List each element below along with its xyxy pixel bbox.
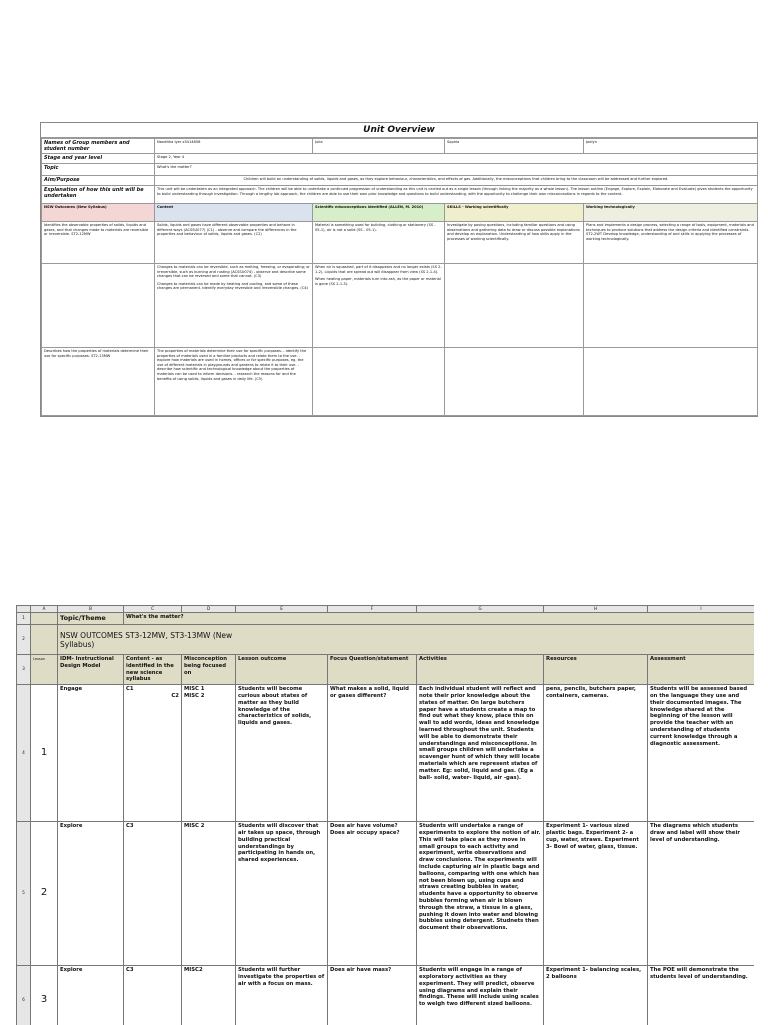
- skills-cell: [445, 348, 584, 416]
- content-cell[interactable]: C3: [124, 822, 182, 966]
- content-code: C1: [126, 686, 134, 693]
- content-header[interactable]: Content - as identified in the new science syllabus: [124, 655, 182, 685]
- assessment-cell[interactable]: The POE will demonstrate the students level of understanding.: [648, 966, 755, 1025]
- skills-cell: Investigate by posing questions, including familiar questions and using observations and gathering data to draw or discuss possible explanations and develop an explanation. Understanding of how skills apply in the processes of working scientifically.: [445, 222, 584, 264]
- misconception-cell: [313, 348, 445, 416]
- assessment-header[interactable]: Assessment: [648, 655, 755, 685]
- misconception-paragraph: When heating paper, materials turn into ash, as the paper or material is gone (SS 2-1-3).: [315, 277, 441, 286]
- explanation-value: This unit will be undertaken as an integrated approach. The children will be able to undertake a continued progression of understanding as this unit is carried out as a single lesson (through linking the majority as a whole lesson). The lesson outline (Engage, Explore, Explain, Elaborate and Evaluate) gives students the opportunity to build understanding through investigation. Through a lengthy lab approach, the children are able to use their own prior knowledge and questions to build understanding, with the opportunity to challenge their own misconceptions in regards to the content.: [155, 186, 758, 204]
- row-number[interactable]: 4: [17, 685, 31, 822]
- content-cell: The properties of materials determine their use for specific purposes. - identify the properties of materials used in a familiar products and relate them to the use. - explore how materials are used in homes, offices or for specific purposes, eg. the use of different materials in playgrounds and gardens to relate it to their use. - describe how scientific and technological knowledge about the properties of materials can be used to inform decisions. - research the reasons for and the benefits of using solids, liquids and gases in daily life. (C5): [155, 348, 313, 416]
- outcomes-cell[interactable]: NSW OUTCOMES ST3-12MW, ST3-13MW (New Syllabus): [58, 625, 755, 655]
- column-header[interactable]: B: [58, 606, 124, 613]
- resources-header[interactable]: Resources: [544, 655, 648, 685]
- resources-cell[interactable]: Experiment 1- balancing scales, 2 balloons: [544, 966, 648, 1025]
- resources-cell[interactable]: pens, pencils, butchers paper, containers, cameras.: [544, 685, 648, 822]
- row-number[interactable]: 1: [17, 613, 31, 625]
- content-cell: [155, 264, 313, 348]
- outcome-cell[interactable]: Students will become curious about states of matter as they build knowledge of the characteristics of solids, liquids and gases.: [236, 685, 328, 822]
- focus-header[interactable]: Focus Question/statement: [328, 655, 417, 685]
- row-number[interactable]: 2: [17, 625, 31, 655]
- explanation-label: Explanation of how this unit will be undertaken: [42, 186, 155, 204]
- outcome-cell: Identifies the observable properties of solids, liquids and gases, and that changes made to materials are reversible or irreversible. ST2-12MW: [42, 222, 155, 264]
- unit-overview-table: [41, 138, 758, 416]
- lesson-plan-sheet: [16, 605, 754, 1025]
- content-paragraph: Changes to materials can be reversible, such as melting, freezing, or evaporating; or irreversible, such as burning and rusting (ACSSU074) - observe and describe some changes that can be reversed and some that cannot. (C3): [157, 265, 310, 279]
- topic-value[interactable]: What's the matter?: [124, 613, 755, 625]
- header-skills: SKILLS - Working scientifically: [445, 204, 584, 222]
- member-name: Julia: [313, 139, 445, 154]
- member-name: Nanditha Iyer z3414856: [155, 139, 313, 154]
- topic-label[interactable]: Topic/Theme: [58, 613, 124, 625]
- lesson-number[interactable]: 1: [31, 685, 58, 822]
- misconception-header[interactable]: Misconception being focused on: [182, 655, 236, 685]
- outcome-cell[interactable]: Students will further investigate the properties of air with a focus on mass.: [236, 966, 328, 1025]
- column-header[interactable]: G: [417, 606, 544, 613]
- column-header[interactable]: F: [328, 606, 417, 613]
- content-paragraph: Changes to materials can be made by heating and cooling, and some of these changes are permanent. Identify everyday reversible and irreversible changes. (C4): [157, 281, 309, 291]
- stage-label: Stage and year level: [42, 154, 155, 164]
- misconception-cell: [313, 264, 445, 348]
- member-name: Sophia: [445, 139, 584, 154]
- outcome-cell: Describes how the properties of materials determine their use for specific purposes. ST2-13MW: [42, 348, 155, 416]
- model-cell[interactable]: Engage: [58, 685, 124, 822]
- model-cell[interactable]: Explore: [58, 822, 124, 966]
- assessment-cell[interactable]: Students will be assessed based on the language they use and their documented images. The knowledge shared at the beginning of the lesson will provide the teacher with an understanding of students current knowledge through a diagnostic assessment.: [648, 685, 755, 822]
- topic-label: Topic: [42, 164, 155, 176]
- skills-cell: [445, 264, 584, 348]
- activities-cell[interactable]: Students will engage in a range of exploratory activities as they experiment. They will predict, observe using diagrams and explain their findings. These will include using scales to weigh two different sized balloons.: [417, 966, 544, 1025]
- column-header[interactable]: E: [236, 606, 328, 613]
- corner-cell: [17, 606, 31, 613]
- empty-cell[interactable]: [31, 625, 58, 655]
- outcome-cell[interactable]: Students will discover that air takes up space, through building practical understandings by participating in hands on, shared experiences.: [236, 822, 328, 966]
- focus-cell[interactable]: Does air have volume? Does air occupy space?: [328, 822, 417, 966]
- content-code: C2: [171, 692, 179, 699]
- member-name: Joelyn: [584, 139, 758, 154]
- activities-cell[interactable]: Students will undertake a range of experiments to explore the notion of air. This will take place as they move in small groups to each activity and experiment, write observations and draw conclusions. The experiments will include capturing air in plastic bags and balloons, comparing with one which has not been blown up, using cups and straws creating bubbles in water, students have a opportunity to observe bubbles forming when air is blown through the straw, a tissue in a glass, pushing it down into water and blowing bubbles using detergent. Studnets then document their observations.: [417, 822, 544, 966]
- model-cell[interactable]: Explore: [58, 966, 124, 1025]
- content-cell[interactable]: C3: [124, 966, 182, 1025]
- column-header[interactable]: D: [182, 606, 236, 613]
- content-cell[interactable]: [124, 685, 182, 822]
- empty-cell[interactable]: [31, 613, 58, 625]
- resources-cell[interactable]: Experiment 1- various sized plastic bags. Experiment 2- a cup, water, straws. Experiment 3- Bowl of water, glass, tissue.: [544, 822, 648, 966]
- column-header[interactable]: C: [124, 606, 182, 613]
- row-number[interactable]: 3: [17, 655, 31, 685]
- outcome-cell: [42, 264, 155, 348]
- model-header[interactable]: IDM- Instructional Design Model: [58, 655, 124, 685]
- names-label: Names of Group members and student number: [42, 139, 155, 154]
- header-misconceptions: Scientific misconceptions identified (ALLEN, M. 2010): [313, 204, 445, 222]
- working-tech-cell: [584, 264, 758, 348]
- content-cell: Solids, liquids and gases have different observable properties and behave in different ways (ACSSU077) (C1) - observe and compare the differences in the properties and behaviour of solids, liquids and gases. (C2): [155, 222, 313, 264]
- outcome-header[interactable]: Lesson outcome: [236, 655, 328, 685]
- misconception-code: MISC 2: [184, 692, 205, 699]
- activities-cell[interactable]: Each individual student will reflect and note their prior knowledge about the states of matter. On large butchers paper have a students create a map to find out what they know, place this on wall to add words, ideas and knowledge learned throughout the unit. Students will be able to demonstrate their understandings and misconceptions. In small groups children will undertake a scavenger hunt of which they will locate materials which are represent states of matter. Eg: solid, liquid and gas. (Eg a ball- solid, water- liquid, air -gas).: [417, 685, 544, 822]
- misconception-cell[interactable]: MISC 2: [182, 822, 236, 966]
- page-title: Unit Overview: [41, 123, 757, 138]
- stage-value: Stage 2, Year 4: [155, 154, 758, 164]
- row-number[interactable]: 5: [17, 822, 31, 966]
- header-content: Content: [155, 204, 313, 222]
- misconception-cell: Material is something used for building, clothing or stationery (SS - 05-1), air is not a solid (SS - 05-1).: [313, 222, 445, 264]
- column-header[interactable]: H: [544, 606, 648, 613]
- lesson-plan-table: [16, 605, 754, 1025]
- assessment-cell[interactable]: The diagrams which students draw and label will show their level of understanding.: [648, 822, 755, 966]
- focus-cell[interactable]: What makes a solid, liquid or gases different?: [328, 685, 417, 822]
- working-tech-cell: Plans and implements a design process, selecting a range of tools, equipment, materials and techniques to produce solutions that address the design criteria and identified constraints. ST2-2WT Develop knowledge, understanding of and skills in applying the processes of working technologically.: [584, 222, 758, 264]
- aim-label: Aim/Purpose: [42, 176, 155, 186]
- unit-overview-page: [40, 122, 758, 417]
- column-header[interactable]: A: [31, 606, 58, 613]
- row-number[interactable]: 6: [17, 966, 31, 1025]
- misconception-cell[interactable]: [182, 685, 236, 822]
- activities-header[interactable]: Activities: [417, 655, 544, 685]
- header-outcomes: NSW Outcomes (New Syllabus): [42, 204, 155, 222]
- misconception-code: MISC 1: [184, 686, 205, 693]
- lesson-header[interactable]: Lesson: [31, 655, 58, 685]
- misconception-cell[interactable]: MISC2: [182, 966, 236, 1025]
- lesson-number[interactable]: 2: [31, 822, 58, 966]
- topic-value: What's the matter?: [155, 164, 758, 176]
- misconception-paragraph: When air is squashed, part of it disappears and no longer exists (SS 2-1-2). Liquids that are spread out will disappear from view (SS 2-1-4).: [315, 265, 442, 274]
- column-header[interactable]: I: [648, 606, 755, 613]
- lesson-number[interactable]: 3: [31, 966, 58, 1025]
- aim-value: Children will build an understanding of solids, liquids and gases, as they explore behaviour, characteristics, and effects of gas. Additionally, the misconceptions that children bring to the classroom will be addressed and further explored.: [155, 176, 758, 186]
- working-tech-cell: [584, 348, 758, 416]
- focus-cell[interactable]: Does air have mass?: [328, 966, 417, 1025]
- header-working-tech: Working technologically: [584, 204, 758, 222]
